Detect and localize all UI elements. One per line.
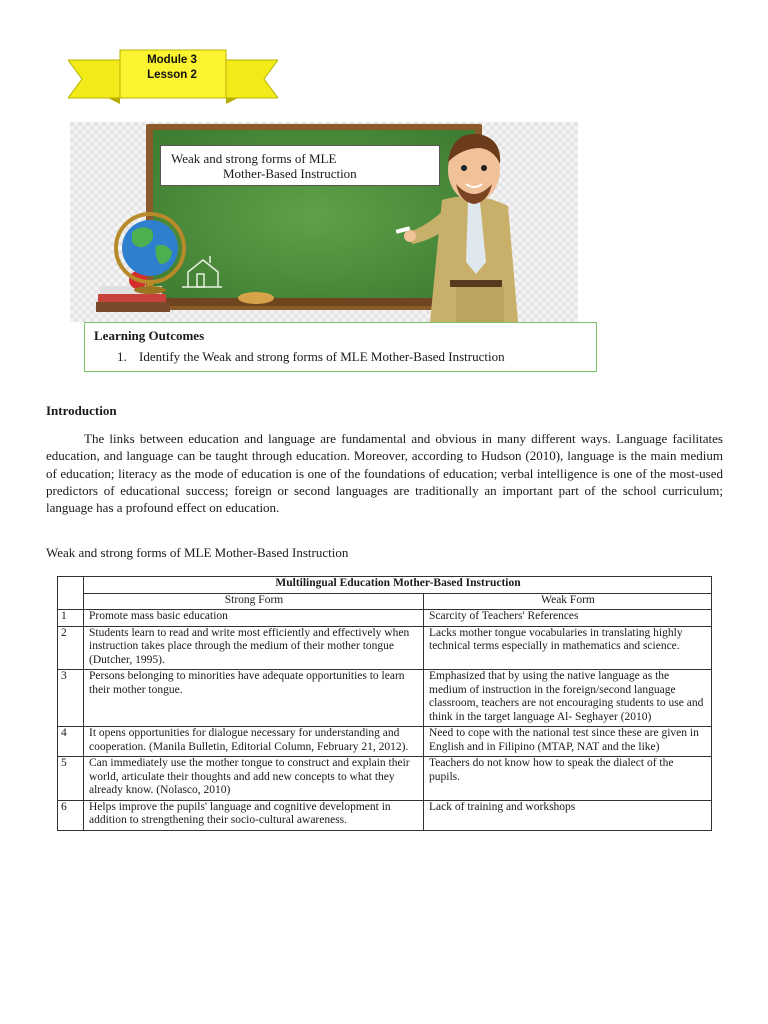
weak-form-cell: Need to cope with the national test since these are given in English and in Filipino (MTAP, NAT and the like) (424, 727, 712, 757)
table-row (58, 626, 712, 670)
learning-outcome-item (117, 349, 505, 365)
learning-outcomes-heading: Learning Outcomes (94, 328, 205, 343)
col-header-strong: Strong Form (84, 593, 424, 610)
strong-form-cell: Persons belonging to minorities have adequate opportunities to learn their mother tongue. (84, 670, 424, 727)
row-number: 6 (58, 800, 84, 830)
row-number: 4 (58, 727, 84, 757)
weak-form-cell: Emphasized that by using the native language as the medium of instruction in the foreign/second language classroom, teachers are not encouraging students to use and think in the target language Al- Seghayer (2010) (424, 670, 712, 727)
bread-icon (238, 292, 274, 304)
strong-form-cell: Promote mass basic education (84, 610, 424, 627)
weak-form-cell: Scarcity of Teachers' References (424, 610, 712, 627)
col-header-weak: Weak Form (424, 593, 712, 610)
module-lesson-label (122, 53, 222, 83)
strong-form-cell: Helps improve the pupils' language and cognitive development in addition to strengthening their socio-cultural awareness. (84, 800, 424, 830)
row-number: 5 (58, 757, 84, 801)
lesson-title-line1: Weak and strong forms of MLE (171, 151, 337, 166)
weak-form-cell: Lack of training and workshops (424, 800, 712, 830)
table-header-row (58, 593, 712, 610)
strong-form-cell: Students learn to read and write most efficiently and effectively when instruction takes place through the medium of their mother tongue (Dutcher, 1995). (84, 626, 424, 670)
table-row (58, 757, 712, 801)
table-row (58, 610, 712, 627)
table-row (58, 800, 712, 830)
strong-form-cell: It opens opportunities for dialogue necessary for understanding and cooperation. (Manila Bulletin, Editorial Column, February 21, 2012). (84, 727, 424, 757)
table-corner-cell (58, 577, 84, 610)
strong-form-cell: Can immediately use the mother tongue to construct and explain their world, articulate their thoughts and add new concepts to what they already know. (Nolasco, 2010) (84, 757, 424, 801)
weak-form-cell: Teachers do not know how to speak the dialect of the pupils. (424, 757, 712, 801)
lesson-label: Lesson 2 (147, 69, 197, 81)
section-title: Weak and strong forms of MLE Mother-Based Instruction (46, 545, 349, 560)
introduction-heading: Introduction (46, 403, 117, 418)
mle-forms-table (57, 576, 712, 831)
lesson-title-box (160, 145, 440, 186)
table-row (58, 670, 712, 727)
row-number: 2 (58, 626, 84, 670)
module-label: Module 3 (147, 54, 197, 66)
introduction-paragraph: The links between education and language are fundamental and obvious in many different ways. Language facilitates education, and language can be taught through education. Moreover, according to Hudson (2010), language is the main medium of education; literacy as the mode of education is one of the foundations of education; verbal intelligence is one of the most-used predictors of educational success; foreign or second languages are traditionally an important part of the school curriculum; language has a profound effect on education. (46, 431, 723, 516)
lesson-title-line2: Mother-Based Instruction (223, 166, 357, 181)
row-number: 3 (58, 670, 84, 727)
row-number: 1 (58, 610, 84, 627)
outcome-text: Identify the Weak and strong forms of MLE Mother-Based Instruction (139, 349, 505, 364)
table-row (58, 727, 712, 757)
weak-form-cell: Lacks mother tongue vocabularies in translating highly technical terms especially in mathematics and science. (424, 626, 712, 670)
learning-outcomes-box (84, 322, 597, 372)
table-title: Multilingual Education Mother-Based Instruction (84, 577, 712, 594)
table-title-row (58, 577, 712, 594)
outcome-number: 1. (117, 349, 127, 364)
